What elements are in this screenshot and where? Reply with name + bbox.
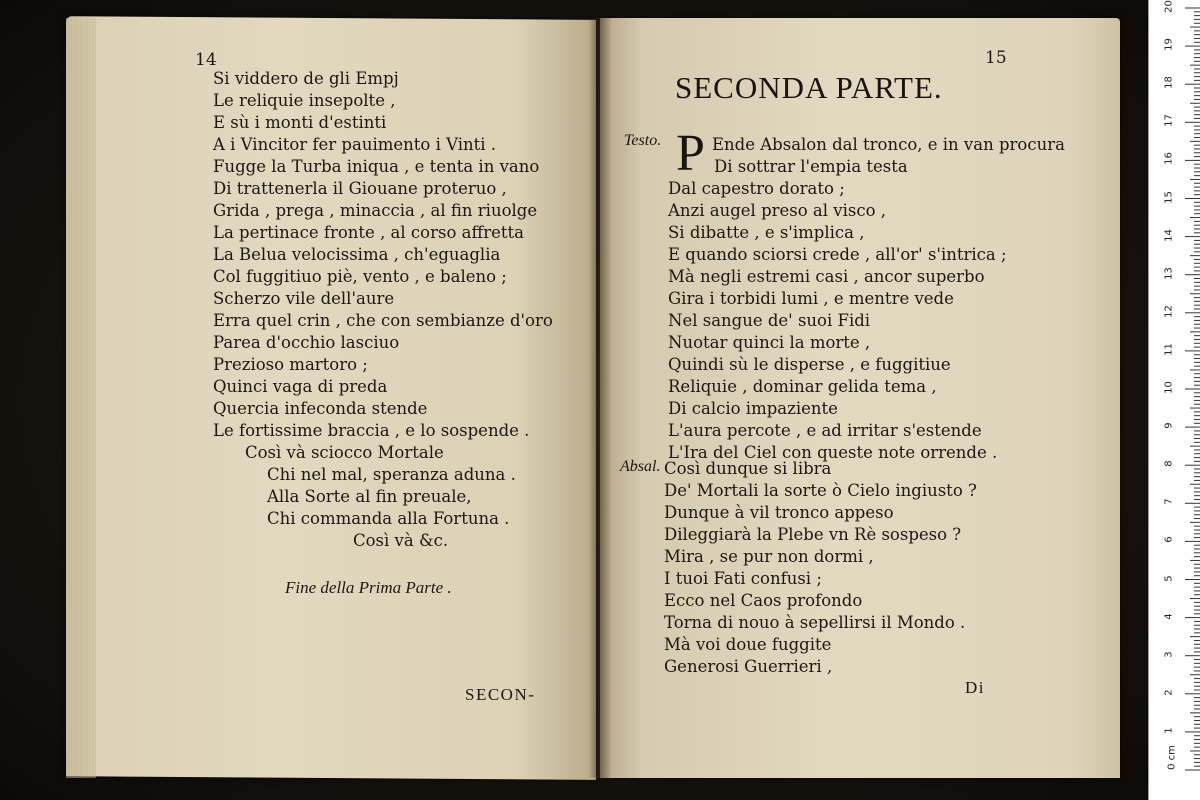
margin-note-testo: Testo. — [624, 132, 662, 149]
ruler-number: 3 — [1163, 651, 1175, 658]
ruler-number: 13 — [1163, 266, 1175, 280]
ruler-number: 12 — [1163, 304, 1175, 318]
verse-line: Ecco nel Caos profondo — [664, 591, 863, 610]
verse-line: I tuoi Fati confusi ; — [664, 569, 822, 588]
ruler-number: 8 — [1163, 460, 1175, 467]
verse-line: Così và sciocco Mortale — [245, 443, 444, 462]
verse-line: Grida , prega , minaccia , al fin riuolge — [213, 201, 538, 220]
verse-line: Mà negli estremi casi , ancor superbo — [668, 267, 985, 286]
verse-line: Generosi Guerrieri , — [664, 657, 833, 676]
verse-line: A i Vincitor fer pauimento i Vinti . — [213, 135, 497, 154]
ruler-number: 9 — [1163, 422, 1175, 429]
ruler-number: 16 — [1163, 152, 1175, 166]
verse-line: Chi commanda alla Fortuna . — [267, 509, 510, 528]
left-verse-block — [213, 68, 553, 442]
right-catchword: Di — [965, 678, 985, 697]
verse-line: E quando sciorsi crede , all'or' s'intrica ; — [668, 245, 1007, 264]
verse-line: Di calcio impaziente — [668, 399, 838, 418]
verse-line: Anzi augel preso al visco , — [668, 201, 887, 220]
ruler-ticks — [1149, 0, 1200, 800]
verse-line: Col fuggitiuo piè, vento , e baleno ; — [213, 267, 507, 286]
right-verse-block — [668, 156, 1007, 464]
verse-line: Mira , se pur non dormi , — [664, 547, 874, 566]
verse-line: Di trattenerla il Giouane proteruo , — [213, 179, 507, 198]
verse-line: Così dunque si libra — [664, 459, 832, 478]
left-page-number: 14 — [195, 50, 217, 70]
right-page-number: 15 — [985, 48, 1007, 68]
ruler-number: 5 — [1163, 574, 1175, 582]
ruler-number: 14 — [1163, 228, 1175, 242]
verse-line: Si viddero de gli Empj — [213, 69, 399, 88]
verse-line: Chi nel mal, speranza aduna . — [267, 465, 516, 484]
ruler-number: 2 — [1163, 689, 1175, 696]
verse-line: Si dibatte , e s'implica , — [668, 223, 865, 242]
ruler-number: 18 — [1163, 76, 1175, 90]
ruler-number: 1 — [1163, 727, 1175, 734]
verse-line: La Belua velocissima , ch'eguaglia — [213, 245, 501, 264]
ruler-number: 7 — [1163, 498, 1175, 505]
verse-line: Gira i torbidi lumi , e mentre vede — [668, 289, 954, 308]
verse-line: Quinci vaga di preda — [213, 377, 388, 396]
page-edges — [66, 18, 96, 778]
verse-line: La pertinace fronte , al corso affretta — [213, 223, 524, 242]
measurement-ruler — [1148, 0, 1200, 800]
verse-line: Fugge la Turba iniqua , e tenta in vano — [213, 157, 540, 176]
verse-line: Reliquie , dominar gelida tema , — [668, 377, 937, 396]
ruler-number: 17 — [1163, 114, 1175, 128]
end-of-part-note: Fine della Prima Parte . — [285, 578, 452, 597]
verse-line: Di sottrar l'empia testa — [714, 157, 908, 176]
verse-line: Le fortissime braccia , e lo sospende . — [213, 421, 530, 440]
verse-line: Prezioso martoro ; — [213, 355, 368, 374]
verse-line: L'aura percote , e ad irritar s'estende — [668, 421, 982, 440]
verse-line: Scherzo vile dell'aure — [213, 289, 395, 308]
verse-line: Torna di nouo à sepellirsi il Mondo . — [664, 613, 966, 632]
ruler-number: 10 — [1163, 381, 1175, 394]
margin-note-absal: Absal. — [620, 458, 661, 475]
verse-line: Alla Sorte al fin preuale, — [267, 487, 472, 506]
section-heading: SECONDA PARTE. — [675, 70, 943, 105]
ruler-unit-label: 0 cm — [1166, 745, 1178, 770]
verse-line: Nel sangue de' suoi Fidi — [668, 311, 871, 330]
ruler-number: 4 — [1163, 612, 1175, 620]
verse-line: Così và &c. — [353, 531, 449, 550]
verse-line: L'Ira del Ciel con queste note orrende . — [668, 443, 998, 462]
verse-line: Quindi sù le disperse , e fuggitiue — [668, 355, 951, 374]
verse-line: Quercia infeconda stende — [213, 399, 428, 418]
verse-line: Dunque à vil tronco appeso — [664, 503, 894, 522]
first-line: Ende Absalon dal tronco, e in van procura — [712, 135, 1065, 154]
verse-line: Erra quel crin , che con sembianze d'oro — [213, 311, 553, 330]
verse-line: Nuotar quinci la morte , — [668, 333, 871, 352]
ruler-number: 15 — [1163, 190, 1175, 204]
verse-line: Parea d'occhio lasciuo — [213, 333, 400, 352]
ruler-number: 11 — [1163, 343, 1175, 356]
verse-line: De' Mortali la sorte ò Cielo ingiusto ? — [664, 481, 977, 500]
verse-line: Dileggiarà la Plebe vn Rè sospeso ? — [664, 525, 962, 544]
book-gutter — [588, 18, 612, 778]
ruler-number: 6 — [1163, 536, 1175, 544]
absalon-speech-block — [664, 458, 977, 678]
ruler-number: 20 — [1163, 0, 1175, 13]
verse-line: Dal capestro dorato ; — [668, 179, 845, 198]
drop-cap: P — [676, 125, 705, 182]
ruler-number: 19 — [1163, 38, 1175, 51]
refrain-block — [245, 442, 516, 552]
left-catchword: SECON- — [465, 685, 536, 704]
verse-line: E sù i monti d'estinti — [213, 113, 387, 132]
verse-line: Le reliquie insepolte , — [213, 91, 396, 110]
verse-line: Mà voi doue fuggite — [664, 635, 832, 654]
